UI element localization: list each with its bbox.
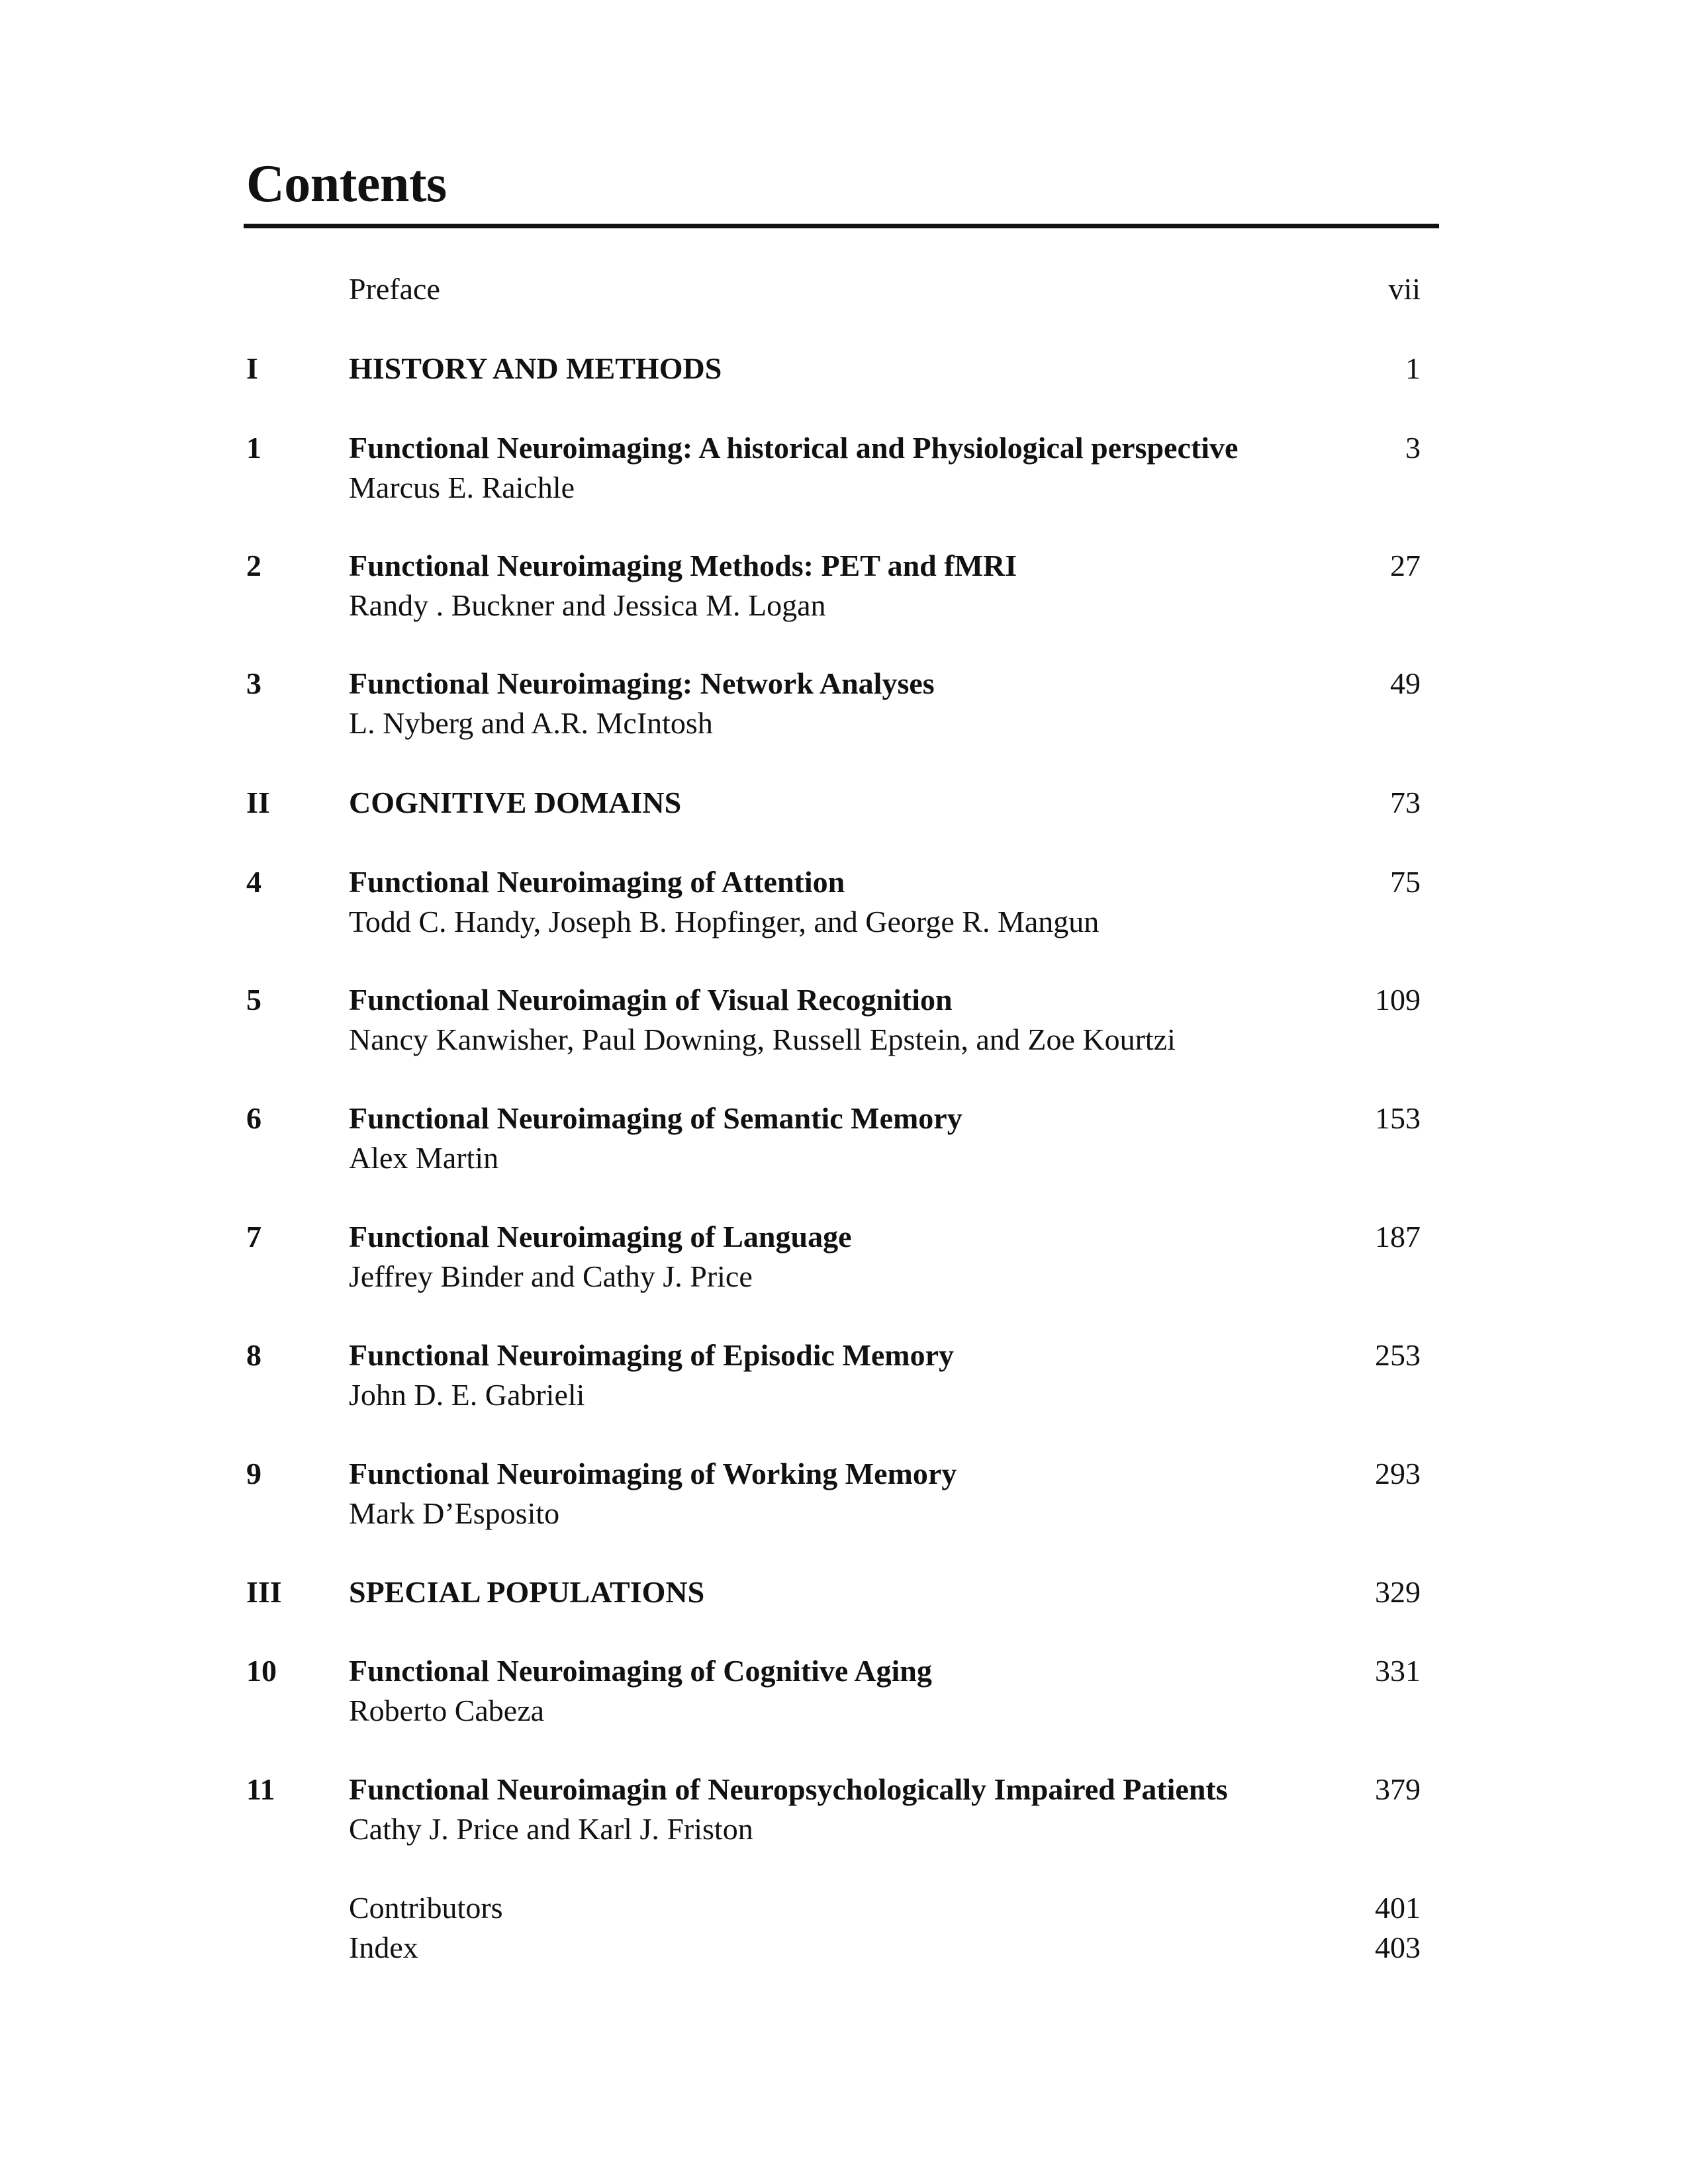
toc-chapter-5[interactable] [0, 980, 1688, 1056]
chapter-author: John D. E. Gabrieli [349, 1378, 585, 1412]
chapter-number: 3 [246, 666, 261, 700]
chapter-author: Mark D’Esposito [349, 1496, 560, 1530]
chapter-title: Functional Neuroimaging: Network Analyses [349, 666, 935, 700]
toc-part-2[interactable] [0, 783, 1688, 819]
toc-entry-contributors[interactable] [0, 1888, 1688, 1925]
chapter-author: Nancy Kanwisher, Paul Downing, Russell Epstein, and Zoe Kourtzi [349, 1023, 1176, 1056]
title-divider [244, 224, 1439, 228]
entry-page: 49 [1390, 666, 1421, 700]
entry-page: 73 [1390, 786, 1421, 819]
entry-title: Preface [349, 272, 440, 306]
chapter-number: 9 [246, 1457, 261, 1490]
part-title: COGNITIVE DOMAINS [349, 786, 682, 819]
entry-page: 253 [1375, 1338, 1421, 1372]
toc-chapter-2[interactable] [0, 546, 1688, 622]
chapter-title: Functional Neuroimaging of Attention [349, 865, 845, 899]
page-title: Contents [246, 155, 447, 213]
entry-title: Contributors [349, 1891, 503, 1925]
chapter-number: 8 [246, 1338, 261, 1372]
chapter-title: Functional Neuroimaging: A historical and Physiological perspective [349, 431, 1239, 465]
chapter-number: 4 [246, 865, 261, 899]
chapter-author: Todd C. Handy, Joseph B. Hopfinger, and George R. Mangun [349, 905, 1100, 938]
entry-page: vii [1388, 272, 1421, 306]
part-number: III [246, 1575, 282, 1609]
entry-page: 27 [1390, 549, 1421, 582]
chapter-title: Functional Neuroimagin of Neuropsychologically Impaired Patients [349, 1772, 1228, 1806]
chapter-title: Functional Neuroimaging of Semantic Memory [349, 1101, 962, 1135]
entry-page: 187 [1375, 1220, 1421, 1253]
chapter-number: 7 [246, 1220, 261, 1253]
entry-title: Index [349, 1931, 418, 1964]
toc-part-3[interactable] [0, 1572, 1688, 1609]
part-title: SPECIAL POPULATIONS [349, 1575, 705, 1609]
entry-page: 75 [1390, 865, 1421, 899]
entry-page: 331 [1375, 1654, 1421, 1688]
chapter-title: Functional Neuroimaging of Cognitive Aging [349, 1654, 932, 1688]
chapter-title: Functional Neuroimaging Methods: PET and fMRI [349, 549, 1017, 582]
chapter-number: 10 [246, 1654, 277, 1688]
entry-page: 379 [1375, 1772, 1421, 1806]
entry-page: 403 [1375, 1931, 1421, 1964]
toc-chapter-7[interactable] [0, 1217, 1688, 1293]
chapter-author: Cathy J. Price and Karl J. Friston [349, 1812, 753, 1846]
chapter-author: Alex Martin [349, 1141, 499, 1175]
chapter-author: Randy . Buckner and Jessica M. Logan [349, 588, 826, 622]
entry-page: 3 [1405, 431, 1421, 465]
chapter-number: 5 [246, 983, 261, 1017]
toc-chapter-9[interactable] [0, 1454, 1688, 1530]
entry-page: 293 [1375, 1457, 1421, 1490]
chapter-title: Functional Neuroimaging of Language [349, 1220, 852, 1253]
toc-chapter-1[interactable] [0, 428, 1688, 504]
entry-page: 109 [1375, 983, 1421, 1017]
entry-page: 401 [1375, 1891, 1421, 1925]
toc-chapter-4[interactable] [0, 862, 1688, 938]
part-number: II [246, 786, 270, 819]
entry-page: 153 [1375, 1101, 1421, 1135]
chapter-number: 11 [246, 1772, 275, 1806]
chapter-author: Marcus E. Raichle [349, 471, 575, 504]
toc-entry-index[interactable] [0, 1928, 1688, 1964]
part-number: I [246, 351, 258, 385]
entry-page: 329 [1375, 1575, 1421, 1609]
toc-entry-preface[interactable] [0, 269, 1688, 306]
chapter-title: Functional Neuroimaging of Episodic Memory [349, 1338, 955, 1372]
chapter-title: Functional Neuroimaging of Working Memory [349, 1457, 957, 1490]
entry-page: 1 [1405, 351, 1421, 385]
toc-chapter-10[interactable] [0, 1651, 1688, 1727]
chapter-number: 6 [246, 1101, 261, 1135]
chapter-author: Roberto Cabeza [349, 1694, 545, 1727]
part-title: HISTORY AND METHODS [349, 351, 722, 385]
chapter-author: L. Nyberg and A.R. McIntosh [349, 706, 713, 740]
chapter-number: 1 [246, 431, 261, 465]
chapter-author: Jeffrey Binder and Cathy J. Price [349, 1259, 753, 1293]
chapter-number: 2 [246, 549, 261, 582]
chapter-title: Functional Neuroimagin of Visual Recognition [349, 983, 953, 1017]
